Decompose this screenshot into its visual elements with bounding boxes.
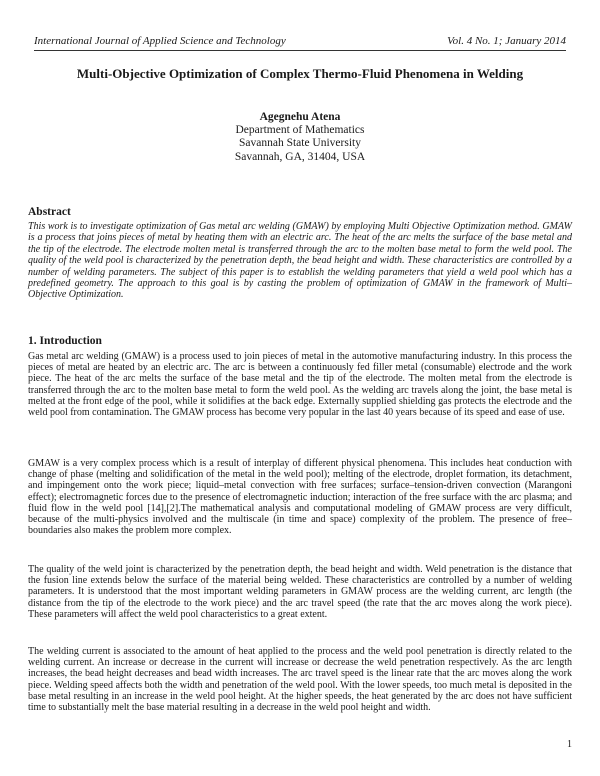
introduction-paragraph: The quality of the weld joint is characterized by the penetration depth, the bead height and width. Weld penetration is the distance that the fusion line extends below the surface of the material being welded. These characteristics are controlled by a number of welding parameters. It is understood that the most important welding parameters in GMAW process are the welding current, arc length (the distance from the tip of the electrode to the work piece) and the arc travel speed (the rate that the arc moves along the work piece). These parameters will affect the weld pool characteristics to a great extent. [28,564,572,620]
journal-issue: Vol. 4 No. 1; January 2014 [447,35,566,47]
author-block [100,111,500,164]
introduction-paragraph: GMAW is a very complex process which is a result of interplay of different physical phenomena. This includes heat conduction with change of phase (melting and solidification of the metal in the weld pool); melting of the electrode, droplet formation, its detachment, and impingement onto the work piece; liquid–metal convection with free surfaces; surface–tension-driven convection (Marangoni effect); electromagnetic forces due to the presence of electromagnetic induction; interaction of the free surface with the arc plasma; and fluid flow in the weld pool [14],[2].The mathematical analysis and computational modeling of GMAW process are very difficult, because of the multi-physics involved and the multiscale (in time and space) complexity of the problem. The presence of free–boundaries also makes the problem more complex. [28,458,572,537]
abstract-heading: Abstract [28,206,71,218]
page-number: 1 [567,739,572,750]
author-university: Savannah State University [238,137,361,150]
author-location: Savannah, GA, 31404, USA [234,150,366,163]
header-rule [34,50,566,51]
running-head [34,35,566,49]
introduction-paragraph: The welding current is associated to the amount of heat applied to the process and the weld pool penetration is directly related to the welding current. An increase or decrease in the current will increase or decrease the weld penetration respectively. As the arc length increases, the bead height decreases and bead width increases. The arc travel speed is the linear rate that the arc moves along the work piece. Welding speed affects both the width and penetration of the weld pool. With the lower speeds, too much metal is deposited in the base metal resulting in an increase in the weld pool height. At the higher speeds, the heat generated by the arc does not have sufficient time to substantially melt the base material resulting in a decrease in the weld pool height and width. [28,646,572,714]
introduction-paragraph: Gas metal arc welding (GMAW) is a process used to join pieces of metal in the automotive manufacturing industry. In this process the pieces of metal are heated by an electric arc. The arc is between a continuously fed filler metal (consumable) electrode and the work piece. The heat of the arc melts the surface of the base metal and the tip of the electrode. The molten metal from the electrode is transferred through the arc to the molten base metal to form the weld pool. As the welding arc travels along the joint, the base metal is melted at the front edge of the pool, while it solidifies at the back edge. Externally supplied shielding gas protects the electrode and the weld pool from contamination. The GMAW process has become very popular in the last 40 years because of its speed and ease of use. [28,351,572,419]
paper-title: Multi-Objective Optimization of Complex Thermo-Fluid Phenomena in Welding [76,66,524,81]
author-name: Agegnehu Atena [259,111,341,123]
author-department: Department of Mathematics [235,124,365,137]
abstract-text: This work is to investigate optimization of Gas metal arc welding (GMAW) by employing Multi Objective Optimization method. GMAW is a process that joins pieces of metal by heating them with an electric arc. The heat of the arc melts the surface of the base metal and the tip of the electrode. The electrode molten metal is transferred through the arc to the molten base metal to form the weld pool. The quality of the weld pool is characterized by the penetration depth, the bead height and width. These characteristics are controlled by a number of welding parameters. The subject of this paper is to establish the welding parameters that yield a weld pool which has a predefined geometry. The approach to this goal is by casting the problem of optimization of GMAW in the framework of Multi–Objective Optimization. [28,221,572,301]
journal-name: International Journal of Applied Science and Technology [34,35,286,47]
introduction-heading: 1. Introduction [28,335,102,347]
